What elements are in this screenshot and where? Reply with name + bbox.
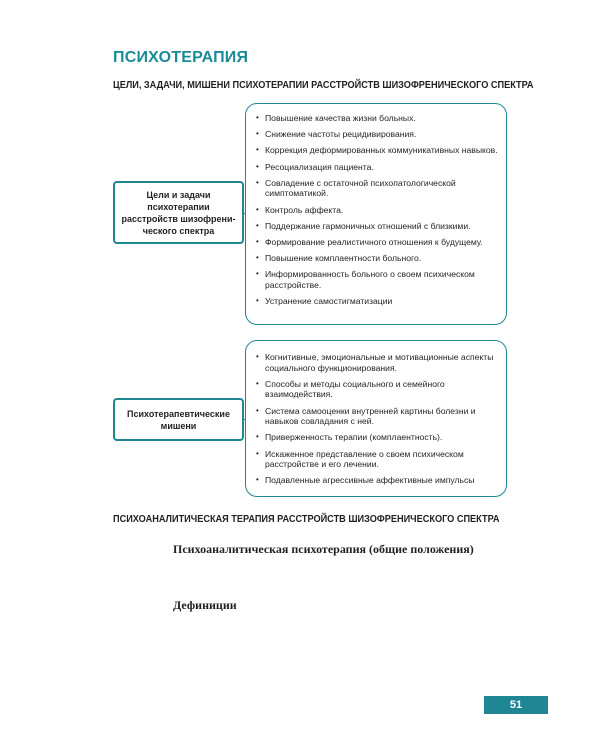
goals-label-line: Цели и задачи — [146, 189, 211, 200]
section-title: ПСИХОТЕРАПИЯ — [113, 49, 249, 66]
goals-list — [256, 113, 498, 312]
list-item: • Повышение качества жизни больных. — [256, 113, 498, 124]
list-item: • Информированность больного о своем психическом расстройстве. — [256, 269, 498, 290]
goals-label-line: психотерапии — [147, 201, 210, 212]
list-item: • Повышение комплаентности больного. — [256, 253, 498, 264]
goals-label-box — [113, 181, 244, 244]
heading-definitions: Дефиниции — [173, 598, 237, 612]
list-item: • Когнитивные, эмоциональные и мотивационные аспекты социального функционирования. — [256, 352, 498, 373]
targets-label-box — [113, 398, 244, 441]
list-item: • Способы и методы социального и семейного взаимодействия. — [256, 379, 498, 400]
subheading-psychoanalytic: ПСИХОАНАЛИТИЧЕСКАЯ ТЕРАПИЯ РАССТРОЙСТВ ШИЗОФРЕНИЧЕСКОГО СПЕКТРА — [113, 514, 500, 525]
list-item: • Искаженное представление о своем психическом расстройстве и его лечении. — [256, 449, 498, 470]
list-item: • Коррекция деформированных коммуникативных навыков. — [256, 145, 498, 156]
subheading-goals: ЦЕЛИ, ЗАДАЧИ, МИШЕНИ ПСИХОТЕРАПИИ РАССТРОЙСТВ ШИЗОФРЕНИЧЕСКОГО СПЕКТРА — [113, 80, 534, 91]
goals-label-line: ческого спектра — [142, 225, 215, 236]
list-item: • Ресоциализация пациента. — [256, 162, 498, 173]
targets-label-line: Психотерапевтические — [127, 408, 230, 419]
list-item: • Приверженность терапии (комплаентность). — [256, 432, 498, 443]
page-number: 51 — [484, 696, 548, 714]
goals-label-line: расстройств шизофрени- — [121, 213, 236, 224]
goals-list-box — [245, 103, 507, 325]
list-item: • Устранение самостигматизации — [256, 296, 498, 307]
list-item: • Снижение частоты рецидивирования. — [256, 129, 498, 140]
list-item: • Система самооценки внутренней картины болезни и навыков совладания с ней. — [256, 406, 498, 427]
targets-label-line: мишени — [160, 420, 197, 431]
heading-general: Психоаналитическая психотерапия (общие положения) — [173, 542, 474, 556]
list-item: • Подавленные агрессивные аффективные импульсы — [256, 475, 498, 486]
list-item: • Совладение с остаточной психопатологической симптоматикой. — [256, 178, 498, 199]
list-item: • Контроль аффекта. — [256, 205, 498, 216]
list-item: • Поддержание гармоничных отношений с близкими. — [256, 221, 498, 232]
targets-list — [256, 352, 498, 492]
list-item: • Формирование реалистичного отношения к будущему. — [256, 237, 498, 248]
targets-list-box — [245, 340, 507, 497]
